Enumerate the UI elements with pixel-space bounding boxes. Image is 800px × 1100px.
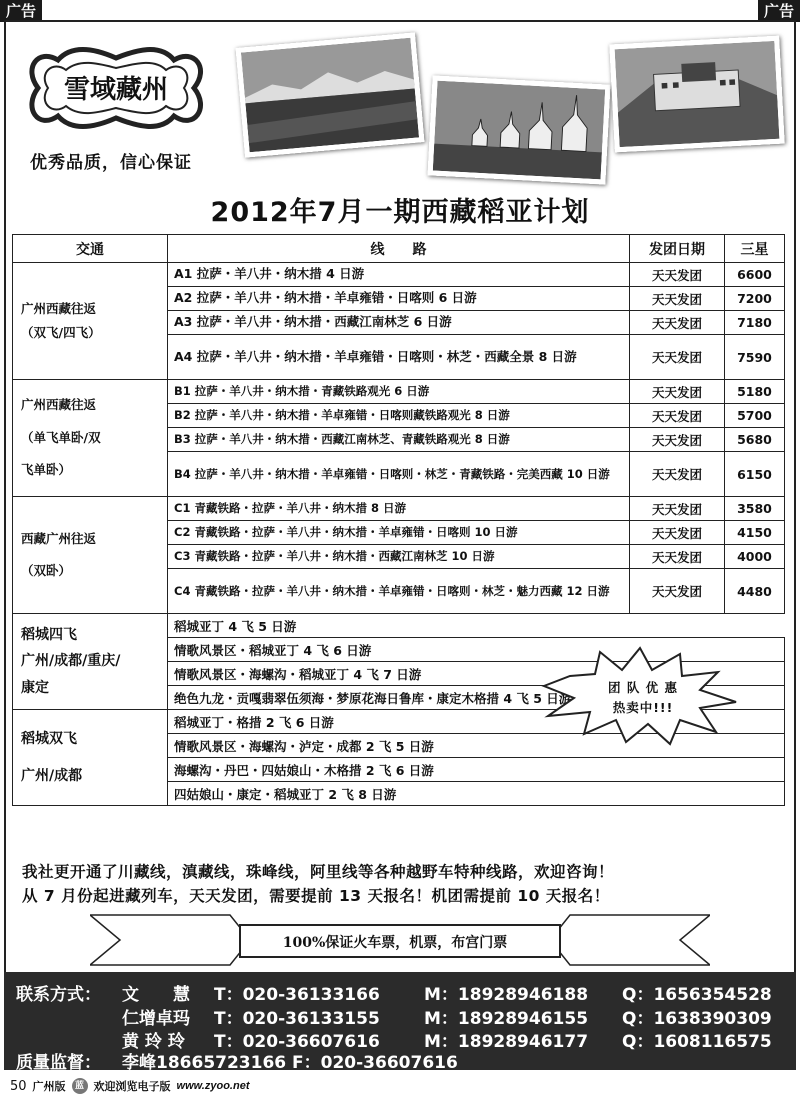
date-b1: 天天发团 (630, 380, 725, 404)
contact-mobile: M：18928946155 (424, 1009, 589, 1029)
brand-logo (18, 38, 214, 138)
notice-text (22, 860, 782, 908)
photo-stupas (428, 75, 611, 184)
date-a1: 天天发团 (630, 263, 725, 287)
contact-tel: T：020-36133166 (214, 985, 380, 1005)
route-d4: 绝色九龙・贡嘎翡翠伍须海・梦原花海日鲁库・康定木格措 4 飞 5 日游 (168, 686, 785, 710)
group-d-transport: 稻城四飞 广州/成都/重庆/ 康定 (13, 614, 168, 710)
header-transport: 交通 (13, 235, 168, 263)
edition-badge-icon: 蓝 (72, 1078, 88, 1094)
group-e-transport: 稻城双飞 广州/成都 (13, 710, 168, 806)
table-row (13, 497, 785, 521)
contact-row (4, 1004, 796, 1029)
route-d3: 情歌风景区・海螺沟・稻城亚丁 4 飞 7 日游 (168, 662, 785, 686)
group-b-transport: 广州西藏往返 （单飞单卧/双 飞单卧） (13, 380, 168, 497)
contact-name: 仁增卓玛 (122, 1009, 190, 1029)
price-c1: 3580 (725, 497, 785, 521)
route-a4: A4 拉萨・羊八井・纳木措・羊卓雍错・日喀则・林芝・西藏全景 8 日游 (168, 335, 630, 380)
date-b3: 天天发团 (630, 428, 725, 452)
contact-row (4, 980, 796, 1005)
group-a-transport: 广州西藏往返 （双飞/四飞） (13, 263, 168, 380)
quality-label: 质量监督： (16, 1053, 101, 1073)
date-a4: 天天发团 (630, 335, 725, 380)
route-b3: B3 拉萨・羊八井・纳木措・西藏江南林芝、青藏铁路观光 8 日游 (168, 428, 630, 452)
contact-mobile: M：18928946188 (424, 985, 589, 1005)
header-date: 发团日期 (630, 235, 725, 263)
contact-qq: Q：1656354528 (622, 985, 772, 1005)
contact-label: 联系方式： (16, 985, 101, 1005)
date-c2: 天天发团 (630, 521, 725, 545)
price-c3: 4000 (725, 545, 785, 569)
price-b4: 6150 (725, 452, 785, 497)
route-c4: C4 青藏铁路・拉萨・羊八井・纳木措・羊卓雍错・日喀则・林芝・魅力西藏 12 日游 (168, 569, 630, 614)
contact-block (4, 972, 796, 1073)
price-a3: 7180 (725, 311, 785, 335)
date-c4: 天天发团 (630, 569, 725, 614)
route-b4: B4 拉萨・羊八井・纳木措・羊卓雍错・日喀则・林芝・青藏铁路・完美西藏 10 日游 (168, 452, 630, 497)
page-title: 2012年7月一期西藏稻亚计划 (210, 197, 590, 228)
route-b1: B1 拉萨・羊八井・纳木措・青藏铁路观光 6 日游 (168, 380, 630, 404)
contact-tel: T：020-36133155 (214, 1009, 380, 1029)
header-route: 线 路 (168, 235, 630, 263)
quality-row (4, 1048, 796, 1073)
contact-name: 文 慧 (122, 985, 190, 1005)
contact-qq: Q：1638390309 (622, 1009, 772, 1029)
photo-potala (609, 36, 784, 153)
route-d2: 情歌风景区・稻城亚丁 4 飞 6 日游 (168, 638, 785, 662)
date-a3: 天天发团 (630, 311, 725, 335)
route-a2: A2 拉萨・羊八井・纳木措・羊卓雍错・日喀则 6 日游 (168, 287, 630, 311)
route-a3: A3 拉萨・羊八井・纳木措・西藏江南林芝 6 日游 (168, 311, 630, 335)
photo-lake (236, 32, 425, 157)
group-c-transport: 西藏广州往返 （双卧） (13, 497, 168, 614)
route-d1: 稻城亚丁 4 飞 5 日游 (168, 614, 785, 638)
contact-name: 黄 玲 玲 (122, 1032, 185, 1052)
date-a2: 天天发团 (630, 287, 725, 311)
table-row (13, 614, 785, 638)
date-b2: 天天发团 (630, 404, 725, 428)
price-a4: 7590 (725, 335, 785, 380)
price-a1: 6600 (725, 263, 785, 287)
route-b2: B2 拉萨・羊八井・纳木措・羊卓雍错・日喀则藏铁路观光 8 日游 (168, 404, 630, 428)
ad-label-left: 广告 (0, 0, 42, 22)
date-c1: 天天发团 (630, 497, 725, 521)
route-e1: 稻城亚丁・格措 2 飞 6 日游 (168, 710, 785, 734)
edition-label: 广州版 (32, 1080, 66, 1093)
ad-label-right: 广告 (758, 0, 800, 22)
footer-text: 欢迎浏览电子版 (93, 1080, 171, 1093)
slogan: 优秀品质，信心保证 (30, 153, 192, 173)
contact-tel: T：020-36607616 (214, 1032, 380, 1052)
price-b3: 5680 (725, 428, 785, 452)
route-c2: C2 青藏铁路・拉萨・羊八井・纳木措・羊卓雍错・日喀则 10 日游 (168, 521, 630, 545)
logo-text: 雪域藏州 (63, 75, 169, 105)
contact-mobile: M：18928946177 (424, 1032, 589, 1052)
date-b4: 天天发团 (630, 452, 725, 497)
price-b1: 5180 (725, 380, 785, 404)
route-e4: 四姑娘山・康定・稻城亚丁 2 飞 8 日游 (168, 782, 785, 806)
price-a2: 7200 (725, 287, 785, 311)
contact-row (4, 1027, 796, 1052)
notice-line-2: 从 7 月份起进藏列车，天天发团，需要提前 13 天报名！机团需提前 10 天报名！ (22, 887, 610, 905)
quality-value: 李峰18665723166 F：020-36607616 (122, 1053, 458, 1073)
table-row (13, 380, 785, 404)
footer-url[interactable]: www.zyoo.net (176, 1080, 250, 1092)
route-c3: C3 青藏铁路・拉萨・羊八井・纳木措・西藏江南林芝 10 日游 (168, 545, 630, 569)
guarantee-text: 100%保证火车票，机票，布宫门票 (282, 935, 508, 951)
route-e2: 情歌风景区・海螺沟・泸定・成都 2 飞 5 日游 (168, 734, 785, 758)
table-header-row (13, 235, 785, 263)
route-a1: A1 拉萨・羊八井・纳木措 4 日游 (168, 263, 630, 287)
date-c3: 天天发团 (630, 545, 725, 569)
contact-qq: Q：1608116575 (622, 1032, 772, 1052)
table-row (13, 263, 785, 287)
page-footer (10, 1078, 249, 1094)
price-c4: 4480 (725, 569, 785, 614)
page-number: 50 (10, 1078, 27, 1094)
notice-line-1: 我社更开通了川藏线，滇藏线，珠峰线，阿里线等各种越野车特种线路，欢迎咨询！ (22, 863, 615, 881)
route-c1: C1 青藏铁路・拉萨・羊八井・纳木措 8 日游 (168, 497, 630, 521)
route-e3: 海螺沟・丹巴・四姑娘山・木格措 2 飞 6 日游 (168, 758, 785, 782)
promo-text: 团 队 优 惠 热卖中!!! (607, 680, 679, 715)
price-c2: 4150 (725, 521, 785, 545)
header-price: 三星 (725, 235, 785, 263)
price-b2: 5700 (725, 404, 785, 428)
